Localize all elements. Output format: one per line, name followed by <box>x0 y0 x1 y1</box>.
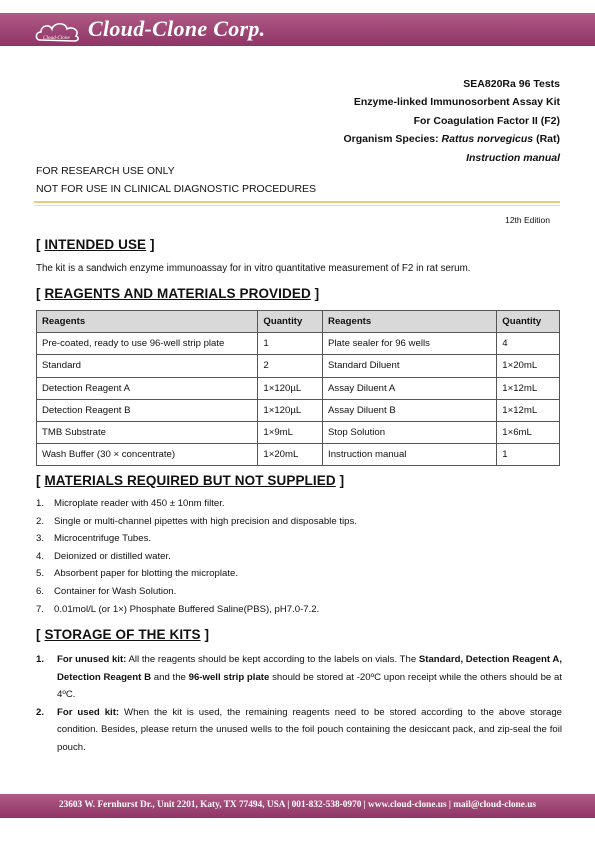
col-header: Reagents <box>37 311 258 333</box>
table-cell: Instruction manual <box>323 444 497 466</box>
materials-heading: [ MATERIALS REQUIRED BUT NOT SUPPLIED ] <box>36 473 345 488</box>
table-row <box>37 444 560 466</box>
item-lead: For used kit: <box>57 706 120 718</box>
organism-common: (Rat) <box>533 133 560 146</box>
table-cell: Assay Diluent A <box>323 377 497 399</box>
table-cell: 1×12mL <box>497 377 560 399</box>
table-cell: Stop Solution <box>323 421 497 443</box>
table-cell: Wash Buffer (30 × concentrate) <box>37 444 258 466</box>
table-cell: TMB Substrate <box>37 421 258 443</box>
edition-label: 12th Edition <box>505 215 550 225</box>
reagents-table <box>36 310 560 466</box>
text-run: and the <box>151 671 189 683</box>
col-header: Quantity <box>258 311 323 333</box>
cloud-logo-icon <box>34 18 82 44</box>
item-text <box>57 651 562 704</box>
list-item <box>36 551 357 569</box>
item-text: 0.01mol/L (or 1×) Phosphate Buffered Saline(PBS), pH7.0-7.2. <box>54 603 320 615</box>
item-text: Single or multi-channel pipettes with high precision and disposable tips. <box>54 515 357 527</box>
storage-heading: [ STORAGE OF THE KITS ] <box>36 627 210 642</box>
reagents-title: REAGENTS AND MATERIALS PROVIDED <box>44 286 311 301</box>
item-number: 2. <box>36 515 45 527</box>
list-item <box>36 533 357 551</box>
table-row <box>37 333 560 355</box>
table-header-row <box>37 311 560 333</box>
bracket-open: [ <box>36 237 45 252</box>
table-cell: Detection Reagent B <box>37 399 258 421</box>
storage-title: STORAGE OF THE KITS <box>44 627 201 642</box>
list-item <box>36 651 562 704</box>
table-row <box>37 355 560 377</box>
company-name: Cloud-Clone Corp. <box>88 16 266 41</box>
gold-divider <box>34 201 560 203</box>
item-text: Absorbent paper for blotting the microplate. <box>54 568 238 580</box>
item-number: 1. <box>36 654 45 665</box>
table-cell: 1×20mL <box>497 355 560 377</box>
table-cell: Standard <box>37 355 258 377</box>
table-cell: 1 <box>497 444 560 466</box>
footer-contact: 23603 W. Fernhurst Dr., Unit 2201, Katy, TX 77494, USA | 001-832-538-0970 | www.cloud-clone.us | mail@cloud-clone.us <box>58 800 537 810</box>
materials-title: MATERIALS REQUIRED BUT NOT SUPPLIED <box>44 473 336 488</box>
item-text: Deionized or distilled water. <box>54 550 171 562</box>
manual-label: Instruction manual <box>466 151 560 164</box>
logo-text: Cloud-Clone <box>43 35 70 41</box>
item-text: Container for Wash Solution. <box>54 585 177 597</box>
intended-use-heading <box>36 237 155 252</box>
table-cell: Standard Diluent <box>323 355 497 377</box>
materials-list <box>36 498 357 621</box>
table-row <box>37 377 560 399</box>
intended-use-text: The kit is a sandwich enzyme immunoassay for in vitro quantitative measurement of F2 in rat serum. <box>36 263 471 274</box>
catalog-number: SEA820Ra 96 Tests <box>463 78 560 90</box>
table-cell: Plate sealer for 96 wells <box>323 333 497 355</box>
list-item <box>36 704 562 757</box>
table-cell: 1×120µL <box>258 377 323 399</box>
list-item <box>36 586 357 604</box>
item-number: 7. <box>36 603 45 615</box>
table-cell: 1×120µL <box>258 399 323 421</box>
intended-use-title: INTENDED USE <box>44 237 147 252</box>
item-text: Microcentrifuge Tubes. <box>54 533 152 545</box>
item-number: 4. <box>36 550 45 562</box>
list-item <box>36 498 357 516</box>
table-cell: 1×12mL <box>497 399 560 421</box>
col-header: Quantity <box>497 311 560 333</box>
organism-name: Rattus norvegicus <box>441 133 534 146</box>
assay-name: Enzyme-linked Immunosorbent Assay Kit <box>353 96 560 109</box>
item-number: 3. <box>36 533 45 545</box>
table-row <box>37 421 560 443</box>
table-cell: Detection Reagent A <box>37 377 258 399</box>
table-cell: 4 <box>497 333 560 355</box>
item-number: 6. <box>36 585 45 597</box>
item-number: 2. <box>36 706 45 718</box>
storage-list <box>36 651 562 757</box>
table-cell: Pre-coated, ready to use 96-well strip plate <box>37 333 258 355</box>
research-line-1: FOR RESEARCH USE ONLY <box>36 165 175 177</box>
table-cell: Assay Diluent B <box>323 399 497 421</box>
title-block <box>344 75 561 167</box>
item-number: 1. <box>36 498 45 509</box>
list-item <box>36 516 357 534</box>
reagents-heading: [ REAGENTS AND MATERIALS PROVIDED ] <box>36 286 320 301</box>
table-row <box>37 399 560 421</box>
bold-run: 96-well strip plate <box>188 671 270 683</box>
item-text <box>57 704 562 757</box>
table-cell: 1×20mL <box>258 444 323 466</box>
table-cell: 1×9mL <box>258 421 323 443</box>
target-name: For Coagulation Factor II (F2) <box>413 114 560 127</box>
list-item <box>36 568 357 586</box>
item-lead: For unused kit: <box>57 654 127 665</box>
table-cell: 1 <box>258 333 323 355</box>
table-cell: 1×6mL <box>497 421 560 443</box>
organism-line <box>344 130 561 148</box>
research-notice <box>36 162 316 198</box>
research-line-2: NOT FOR USE IN CLINICAL DIAGNOSTIC PROCEDURES <box>36 183 317 195</box>
gold-divider-thin <box>34 205 560 206</box>
text-run: When the kit is used, the remaining reagents need to be stored according to the above storage condition. Besides, please return the unused wells to the foil pouch containing the desiccant pack, and zip-seal the foil pouch. <box>57 706 562 753</box>
text-run: All the reagents should be kept according to the labels on vials. The <box>126 654 419 665</box>
bold-run: Standard, Detection Reagent A, Detection Reagent B <box>57 654 562 683</box>
organism-label: Organism Species: <box>343 133 442 146</box>
list-item <box>36 604 357 622</box>
item-text: Microplate reader with 450 ± 10nm filter. <box>54 498 225 509</box>
table-cell: 2 <box>258 355 323 377</box>
col-header: Reagents <box>323 311 497 333</box>
text-run: should be stored at -20ºC upon receipt while the others should be at 4ºC. <box>57 671 563 701</box>
item-number: 5. <box>36 568 45 580</box>
bracket-close: ] <box>146 237 155 252</box>
